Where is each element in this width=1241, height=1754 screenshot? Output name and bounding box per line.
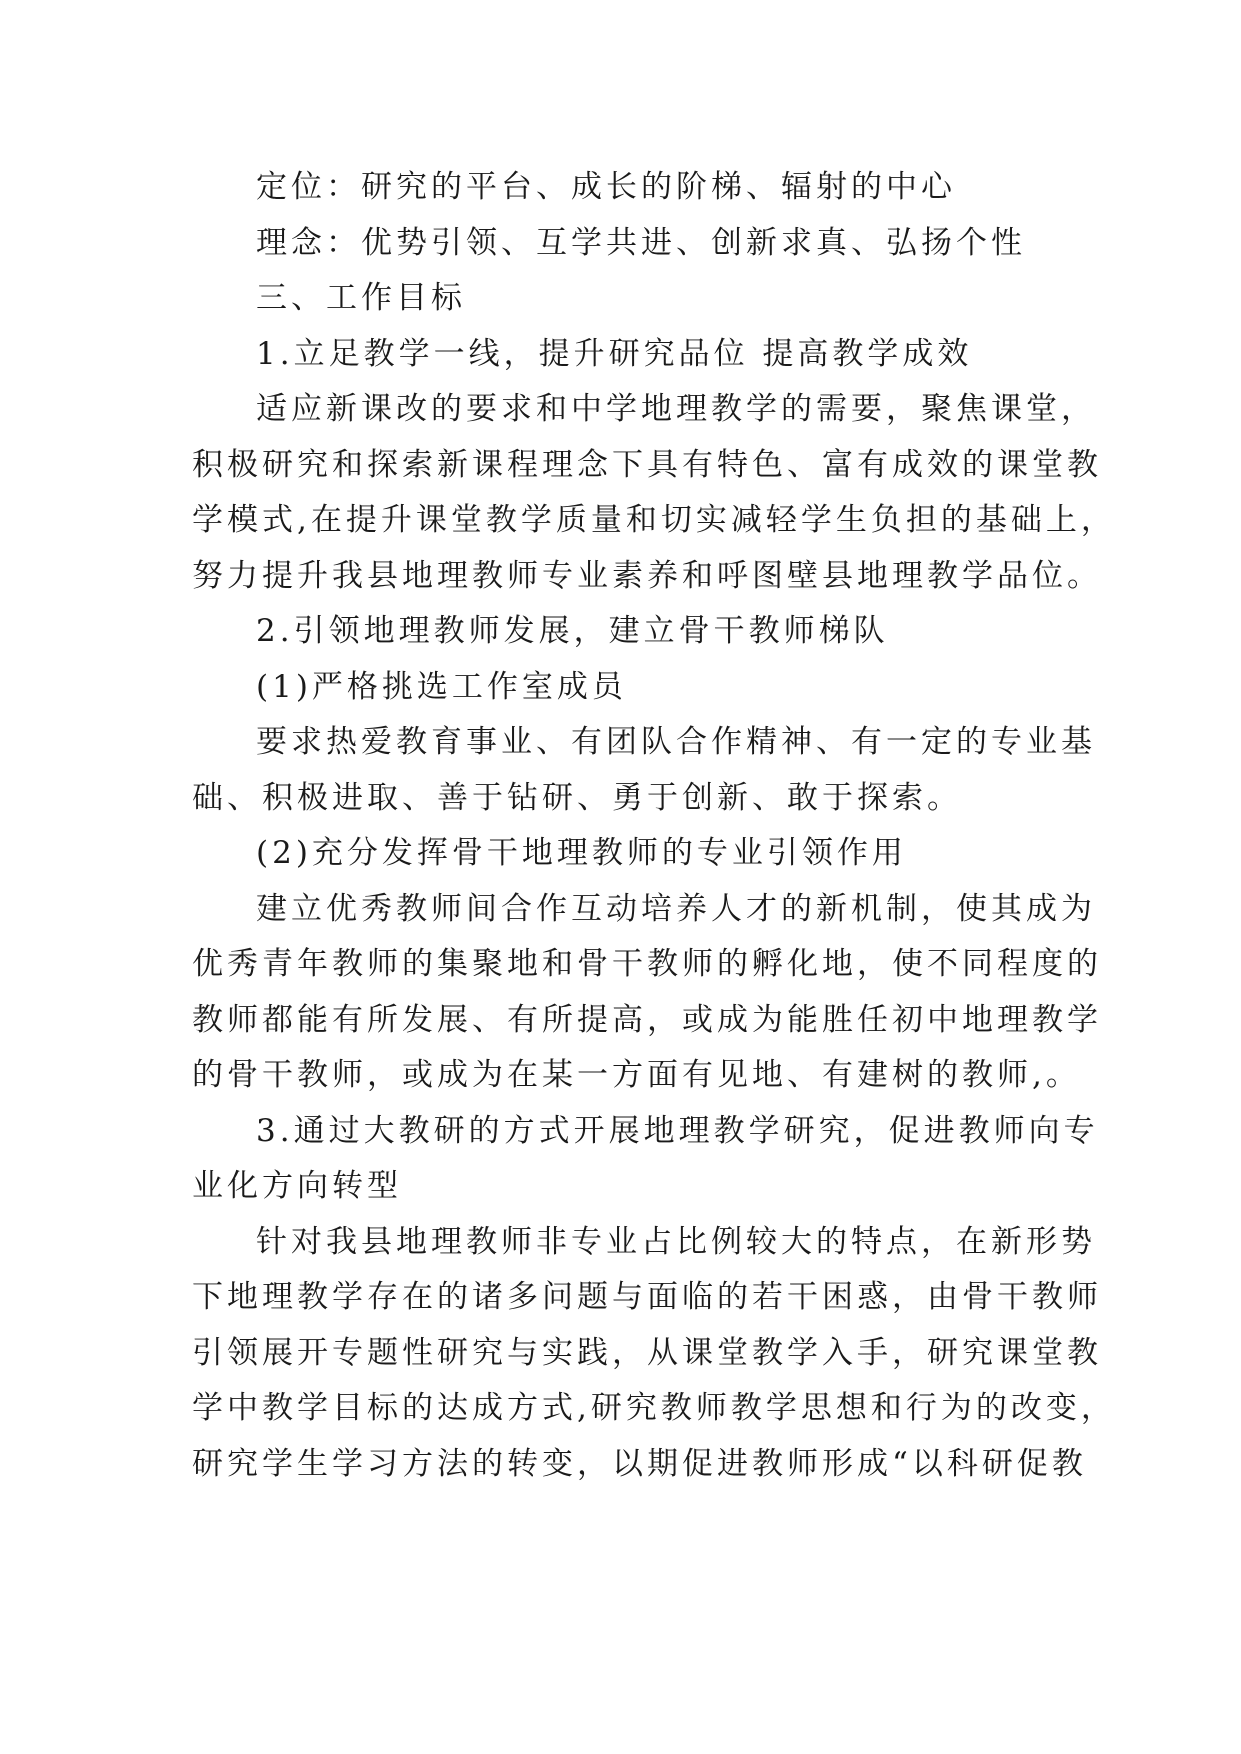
text-line: 的骨干教师，或成为在某一方面有见地、有建树的教师,。 <box>192 1057 1081 1093</box>
text-line: 努力提升我县地理教师专业素养和呼图壁县地理教学品位。 <box>192 557 1102 594</box>
section-heading: 三、工作目标 <box>256 280 466 316</box>
document-body <box>192 160 1116 1492</box>
list-item-heading: (2)充分发挥骨干地理教师的专业引领作用 <box>256 835 907 871</box>
text-line: 理念：优势引领、互学共进、创新求真、弘扬个性 <box>256 224 1026 261</box>
subsection-heading: 2.引领地理教师发展，建立骨干教师梯队 <box>256 613 889 649</box>
list-item-heading: (1)严格挑选工作室成员 <box>256 668 627 705</box>
subsection-heading: 3.通过大教研的方式开展地理教学研究，促进教师向专 <box>256 1112 1099 1149</box>
text-line: 础、积极进取、善于钻研、勇于创新、敢于探索。 <box>192 779 962 816</box>
text-line: 建立优秀教师间合作互动培养人才的新机制，使其成为 <box>256 890 1096 927</box>
text-line: 优秀青年教师的集聚地和骨干教师的孵化地，使不同程度的 <box>192 946 1102 982</box>
text-line: 适应新课改的要求和中学地理教学的需要，聚焦课堂， <box>256 391 1096 427</box>
text-line: 学中教学目标的达成方式,研究教师教学思想和行为的改变， <box>192 1390 1116 1426</box>
text-line: 研究学生学习方法的转变，以期促进教师形成“以科研促教 <box>192 1445 1087 1482</box>
text-line: 积极研究和探索新课程理念下具有特色、富有成效的课堂教 <box>192 446 1102 483</box>
text-line: 要求热爱教育事业、有团队合作精神、有一定的专业基 <box>256 724 1096 760</box>
text-line: 针对我县地理教师非专业占比例较大的特点，在新形势 <box>256 1223 1096 1260</box>
subsection-heading: 1.立足教学一线，提升研究品位 提高教学成效 <box>256 335 973 372</box>
subsection-heading-continued: 业化方向转型 <box>192 1168 402 1204</box>
text-line: 定位：研究的平台、成长的阶梯、辐射的中心 <box>256 169 956 205</box>
text-line: 下地理教学存在的诸多问题与面临的若干困惑，由骨干教师 <box>192 1279 1102 1315</box>
text-line: 教师都能有所发展、有所提高，或成为能胜任初中地理教学 <box>192 1001 1102 1038</box>
text-line: 学模式,在提升课堂教学质量和切实减轻学生负担的基础上， <box>192 502 1116 538</box>
text-line: 引领展开专题性研究与实践，从课堂教学入手，研究课堂教 <box>192 1334 1102 1371</box>
